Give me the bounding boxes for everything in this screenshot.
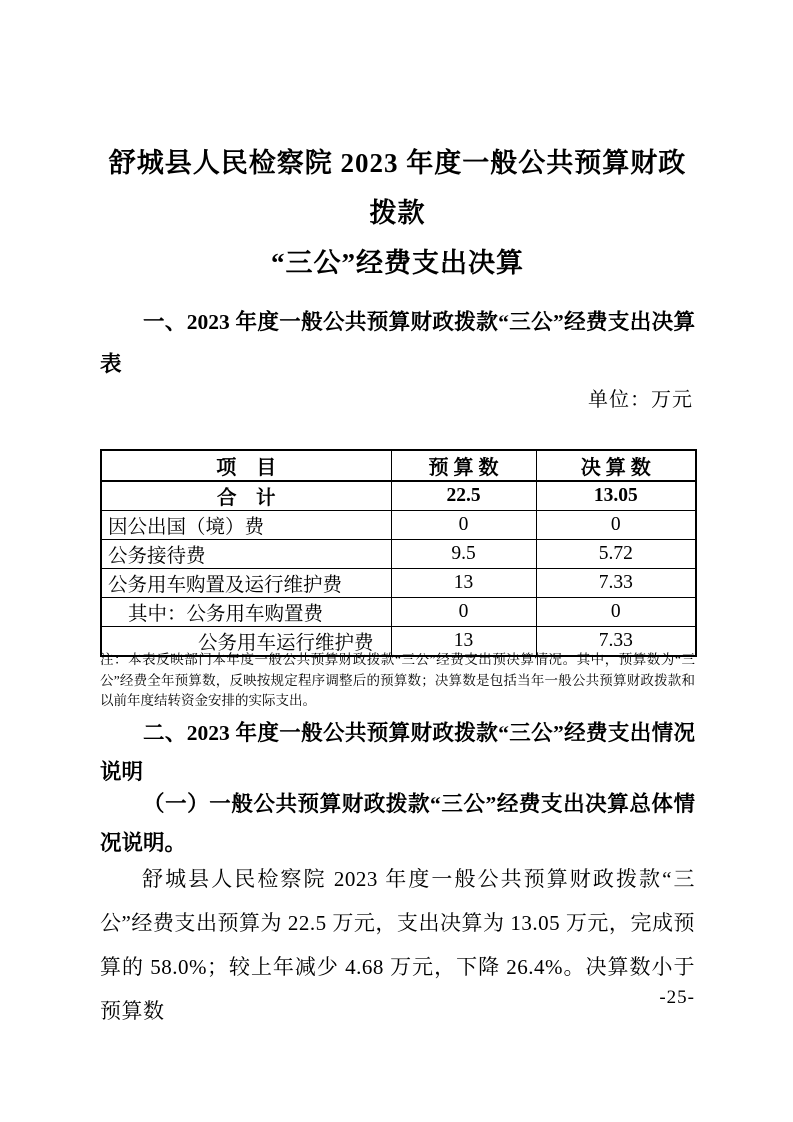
page-number: -25- (659, 987, 695, 1008)
section2-heading: 二、2023 年度一般公共预算财政拨款“三公”经费支出情况说明 (100, 721, 695, 784)
page-content (100, 0, 695, 1122)
cell-final-total: 13.05 (536, 481, 696, 511)
cell-budget-total: 22.5 (391, 481, 536, 511)
column-header-final: 决 算 数 (536, 450, 696, 481)
table-row-total (101, 481, 696, 511)
cell-budget-vehicle-purchase: 0 (391, 598, 536, 627)
section1-heading: 一、2023 年度一般公共预算财政拨款“三公”经费支出决算表 (100, 310, 695, 376)
cell-budget-reception: 9.5 (391, 540, 536, 569)
table-header-row (101, 450, 696, 481)
unit-label: 单位：万元 (588, 389, 693, 411)
column-header-item: 项 目 (101, 450, 391, 481)
cell-item-total: 合 计 (101, 481, 391, 511)
cell-item-vehicle-total: 公务用车购置及运行维护费 (101, 569, 391, 598)
cell-final-vehicle-total: 7.33 (536, 569, 696, 598)
cell-item-abroad: 因公出国（境）费 (101, 511, 391, 540)
document-title-line2: “三公”经费支出决算 (271, 248, 524, 278)
cell-budget-vehicle-total: 13 (391, 569, 536, 598)
table-row-abroad (101, 511, 696, 540)
table-note: 注：本表反映部门本年度一般公共预算财政拨款“三公”经费支出预决算情况。其中，预算数为“三公”经费全年预算数，反映按规定程序调整后的预算数；决算数是包括当年一般公共预算财政拨款和以前年度结转资金安排的实际支出。 (100, 652, 695, 708)
table-row-vehicle-total (101, 569, 696, 598)
body-paragraph: 舒城县人民检察院 2023 年度一般公共预算财政拨款“三公”经费支出预算为 22.5 万元，支出决算为 13.05 万元，完成预算的 58.0%；较上年减少 4.68 万元，下降 26.4%。决算数小于预算数 (100, 867, 695, 1023)
cell-item-vehicle-purchase: 其中：公务用车购置费 (101, 598, 391, 627)
document-title (100, 138, 695, 288)
cell-final-abroad: 0 (536, 511, 696, 540)
document-title-line1: 舒城县人民检察院 2023 年度一般公共预算财政拨款 (108, 148, 687, 228)
table-row-vehicle-purchase (101, 598, 696, 627)
cell-final-vehicle-purchase: 0 (536, 598, 696, 627)
cell-item-reception: 公务接待费 (101, 540, 391, 569)
cell-item-vehicle-maintenance: 公务用车运行维护费 (101, 627, 391, 657)
expenditure-table (100, 449, 697, 657)
cell-budget-abroad: 0 (391, 511, 536, 540)
cell-final-reception: 5.72 (536, 540, 696, 569)
cell-final-vehicle-maintenance: 7.33 (536, 627, 696, 657)
table-row-reception (101, 540, 696, 569)
section2-sub-heading: （一）一般公共预算财政拨款“三公”经费支出决算总体情况说明。 (100, 792, 695, 855)
column-header-budget: 预 算 数 (391, 450, 536, 481)
cell-budget-vehicle-maintenance: 13 (391, 627, 536, 657)
